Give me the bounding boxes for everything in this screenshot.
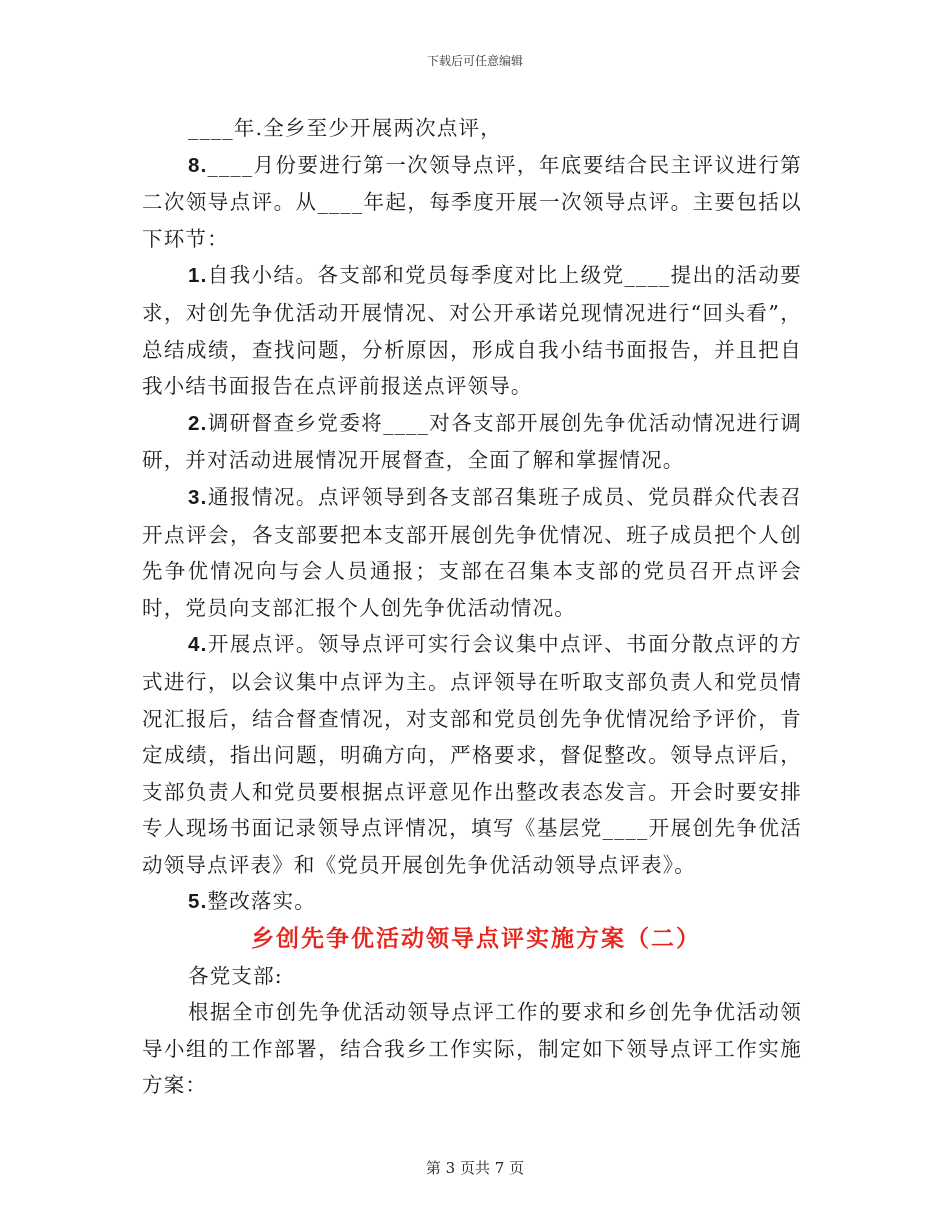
item-text: ____月份要进行第一次领导点评，年底要结合民主评议进行第二次领导点评。从____年起，每季度开展一次领导点评。主要包括以下环节： bbox=[142, 152, 802, 251]
step-number: 2. bbox=[188, 411, 208, 435]
step-text: 自我小结。各支部和党员每季度对比上级党____提出的活动要求，对创先争优活动开展情况、对公开承诺兑现情况进行“回头看”，总结成绩，查找问题，分析原因，形成自我小结书面报告，并且把自我小结书面报告在点评前报送点评领导。 bbox=[142, 263, 802, 399]
page-header: 下载后可任意编辑 bbox=[426, 54, 523, 68]
salutation: 各党支部: bbox=[188, 963, 283, 988]
step-text: 开展点评。领导点评可实行会议集中点评、书面分散点评的方式进行，以会议集中点评为主。点评领导在听取支部负责人和党员情况汇报后，结合督查情况，对支部和党员创先争优情况给予评价，肯定成绩，指出问题，明确方向，严格要求，督促整改。领导点评后，支部负责人和党员要根据点评意见作出整改表态发言。开会时要安排专人现场书面记录领导点评情况，填写《基层党____开展创先争优活动领导点评表》和《党员开展创先争优活动领导点评表》。 bbox=[142, 632, 802, 877]
step-text: 通报情况。点评领导到各支部召集班子成员、党员群众代表召开点评会，各支部要把本支部开展创先争优情况、班子成员把个人创先争优情况向与会人员通报；支部在召集本支部的党员召开点评会时，党员向支部汇报个人创先争优活动情况。 bbox=[142, 484, 802, 620]
step-number: 1. bbox=[188, 264, 208, 288]
paragraph-step-4 bbox=[142, 626, 802, 883]
paragraph-step-3 bbox=[142, 479, 802, 626]
step-number: 5. bbox=[188, 890, 208, 914]
step-text: 整改落实。 bbox=[207, 889, 316, 914]
paragraph-intro: 根据全市创先争优活动领导点评工作的要求和乡创先争优活动领导小组的工作部署，结合我乡工作实际，制定如下领导点评工作实施方案： bbox=[142, 1000, 802, 1098]
paragraph-step-5 bbox=[142, 883, 802, 921]
step-number: 4. bbox=[188, 633, 208, 657]
paragraph-step-2 bbox=[142, 405, 802, 479]
paragraph-1: ____年.全乡至少开展两次点评， bbox=[188, 116, 502, 140]
section-title: 乡创先争优活动领导点评实施方案（二） bbox=[251, 925, 701, 953]
page-footer: 第 3 页共 7 页 bbox=[425, 1159, 525, 1177]
step-text: 调研督查乡党委将____对各支部开展创先争优活动情况进行调研，并对活动进展情况开展督查，全面了解和掌握情况。 bbox=[142, 410, 802, 473]
step-number: 3. bbox=[188, 485, 208, 509]
document-body bbox=[142, 110, 802, 1104]
paragraph-step-1 bbox=[142, 257, 802, 404]
item-number: 8. bbox=[188, 153, 208, 177]
paragraph-item-8 bbox=[142, 147, 802, 258]
